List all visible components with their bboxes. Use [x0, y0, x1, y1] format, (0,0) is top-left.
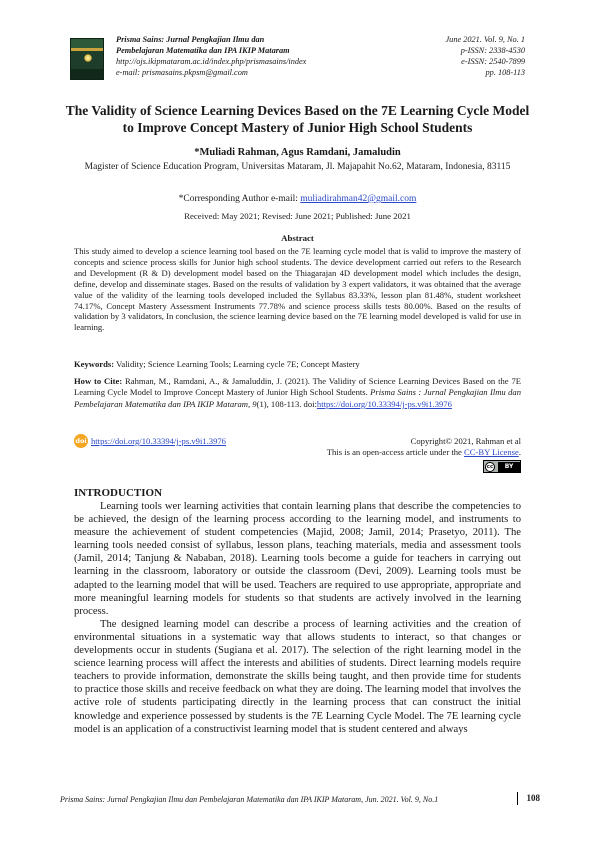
cite-journal: Prisma Sains : Jurnal Pengkajian Ilmu dan Pembelajaran Matematika dan IPA IKIP Mataram, 9 [74, 387, 521, 409]
footer-divider [517, 792, 518, 805]
introduction-body [74, 500, 521, 736]
doi-link[interactable]: https://doi.org/10.33394/j-ps.v9i1.3976 [91, 436, 226, 446]
doi-block [74, 436, 274, 447]
journal-url[interactable]: http://ojs.ikipmataram.ac.id/index.php/prismasains/index [116, 57, 307, 66]
p-issn: p-ISSN: 2338-4530 [460, 46, 525, 55]
introduction-paragraph-1: Learning tools wer learning activities that contain learning plans that describe the competencies to be achieved, the design of the learning process according to the learning model, and instruments to measure the achievement of student competencies (Majid, 2008; Jamil, 2014; Prasetyo, 2011). The learning tools needed consist of syllabus, lesson plans, teaching materials, media and assessment tools (Jamil, 2014; Tanjung & Nababan, 2018). Learning tools become a guide for teachers in carrying out learning in the classroom, laboratory or outside the classroom (Devi, 2009). Learning tools must be adapted to the learning model that will be used. Teachers are required to use appropriate, appropriate and more meaningful learning models for students so that students are actively involved in the learning process. [74, 501, 521, 617]
keywords-text: Validity; Science Learning Tools; Learning cycle 7E; Concept Mastery [114, 359, 360, 369]
cc-by-license-link[interactable]: CC-BY License [464, 447, 519, 457]
cite-text: Rahman, M., Ramdani, A., & Jamaluddin, J. (2021). The Validity of Science Learning Devices Based on the 7E Learning Cycle Model to Improve Concept Mastery of Junior High School Students. [74, 376, 521, 398]
journal-name-line1: Prisma Sains: Jurnal Pengkajian Ilmu dan [116, 35, 265, 44]
corresponding-author [60, 193, 535, 205]
license-text: This is an open-access article under the [326, 447, 465, 457]
how-to-cite [74, 376, 521, 410]
article-authors: *Muliadi Rahman, Agus Ramdani, Jamaludin [194, 147, 401, 158]
e-issn: e-ISSN: 2540-7899 [461, 57, 525, 66]
cite-issue-pages: (1), 108-113. doi: [256, 398, 317, 409]
cite-doi-link[interactable]: https://doi.org/10.33394/j-ps.v9i1.3976 [316, 398, 452, 409]
page-range: pp. 108-113 [485, 68, 525, 77]
introduction-paragraph-2: The designed learning model can describe a process of learning activities and the creation of environmental situations in a systematic way that allows students to interact, so that changes or developments occur in students (Sugiana et al. 2017). The selection of the right learning model in the science learning process will affect the interests and abilities of students. Direct learning models require teachers to provide information, demonstrate the skills being taught, and then provide time for students to practice those skills and receive feedback on what they are doing. The learning model that involves the active role of students participating directly in the learning process that can construct the initial knowledge and experience possessed by students is the 7E Learning Cycle Model. The 7E learning cycle model is an application of a constructivist learning model that is student centered and always [74, 618, 521, 735]
issue-date: June 2021. Vol. 9, No. 1 [445, 35, 525, 44]
cc-by-badge-icon[interactable] [483, 460, 521, 473]
copyright-text: Copyright© 2021, Rahman et al [410, 436, 521, 446]
keywords-label: Keywords: [74, 359, 115, 369]
author-affiliation: Magister of Science Education Program, Universitas Mataram, Jl. Majapahit No.62, Mataram, Indonesia, 83115 [84, 162, 511, 172]
footer-journal: Prisma Sains: Jurnal Pengkajian Ilmu dan Pembelajaran Matematika dan IPA IKIP Mataram, Jun. 2021. Vol. 9, No.1 [60, 795, 439, 804]
journal-cover-logo [70, 38, 104, 80]
corresponding-label: *Corresponding Author e-mail: [178, 194, 301, 204]
cite-label: How to Cite: [74, 376, 123, 386]
abstract-heading: Abstract [281, 233, 314, 243]
journal-header [70, 34, 525, 86]
cc-badge-right: BY [498, 462, 520, 472]
license-block [261, 436, 521, 476]
page-number: 108 [526, 793, 540, 803]
license-period: . [518, 447, 521, 457]
issue-info [375, 34, 525, 78]
cc-badge-left: cc [486, 464, 494, 470]
abstract-text: This study aimed to develop a science learning tool based on the 7E learning cycle model that is valid to improve the mastery of concepts and science process skills for Junior high school students. The device development carried out refers to the Research and Development (R & D) development model based on the Thiagarajan 4D development model which includes the design, define, develop and disseminate stages. Based on the results of validation by 3 expert validators, it was obtained that the average value of the validity of the learning tools developed included the Syllabus 83.33%, lesson plan 81.48%, student worksheet 74.17%, Concept Mastery Assessment Instruments 77.78% and science process skills tests 80.00%. Based on the results of validation by 3 validators, In conclusion, the science learning device based on the 7E learning model developed is valid for use in learning. [74, 246, 521, 333]
introduction-heading: INTRODUCTION [74, 487, 163, 499]
keywords [74, 359, 521, 370]
journal-email: e-mail: prismasains.pkpsm@gmail.com [116, 68, 248, 77]
journal-name-line2: Pembelajaran Matematika dan IPA IKIP Mataram [116, 46, 290, 55]
license-line [261, 447, 521, 458]
doi-icon: doi [74, 434, 88, 448]
article-dates: Received: May 2021; Revised: June 2021; Published: June 2021 [184, 211, 411, 221]
journal-info [116, 34, 376, 78]
article-title: The Validity of Science Learning Devices Based on the 7E Learning Cycle Model to Improve Concept Mastery of Junior High School Students [65, 103, 530, 135]
corresponding-email-link[interactable]: muliadirahman42@gmail.com [300, 194, 417, 204]
